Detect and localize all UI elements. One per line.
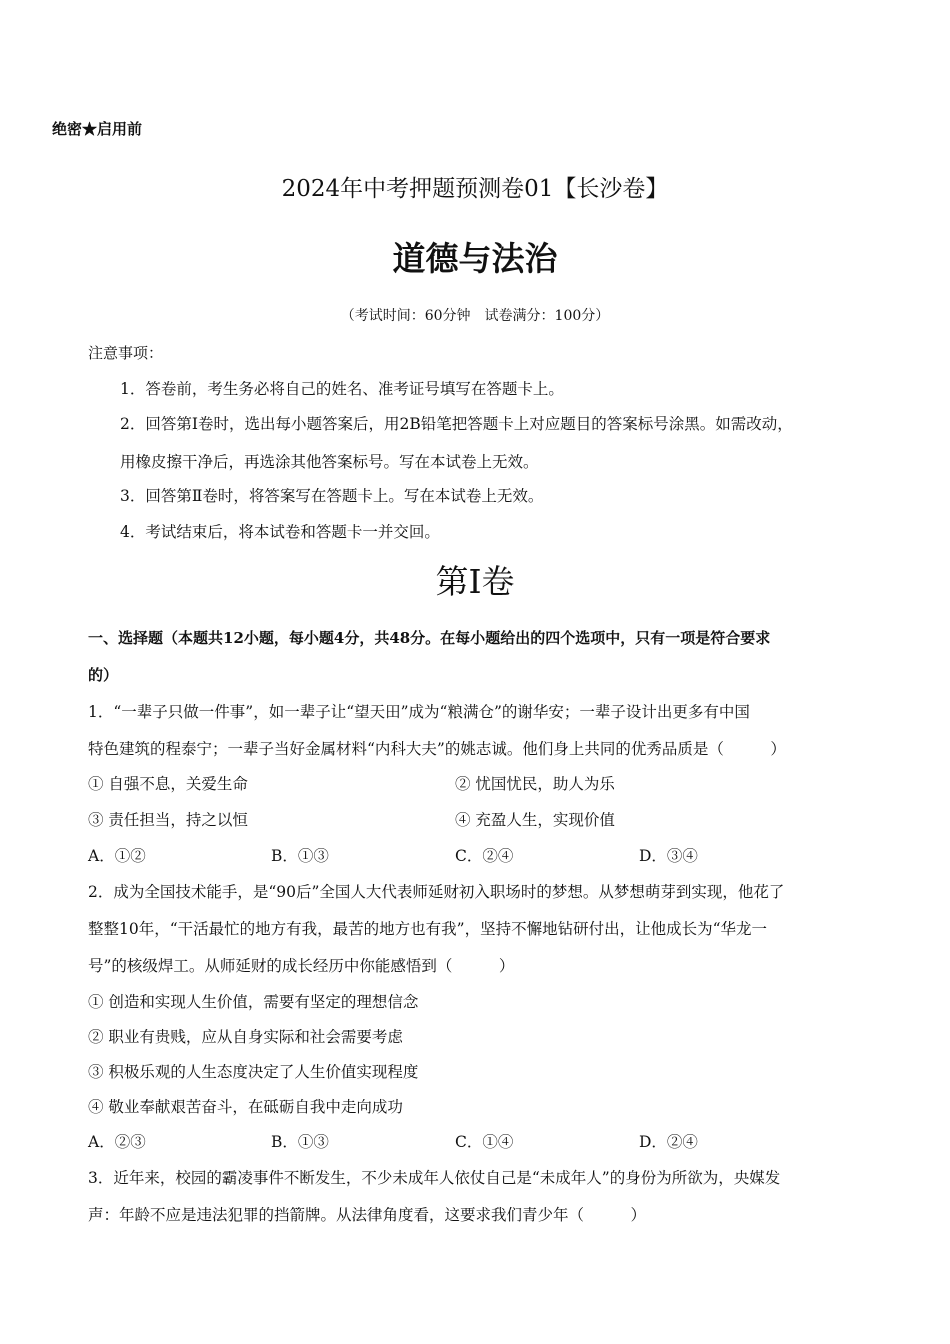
statement: ② 职业有贵贱，应从自身实际和社会需要考虑 (88, 1028, 403, 1046)
note-item: 2．回答第Ⅰ卷时，选出每小题答案后，用2B铅笔把答题卡上对应题目的答案标号涂黑。如需改动， (120, 415, 793, 433)
question-2-text: 号”的核级焊工。从师延财的成长经历中你能感悟到（ ） (88, 957, 515, 975)
confidential-mark: 绝密★启用前 (52, 120, 143, 138)
option-d: D．②④ (639, 1133, 698, 1151)
option-c: C．①④ (455, 1133, 514, 1151)
notes-title: 注意事项： (88, 344, 164, 362)
subject-title: 道德与法治 (392, 239, 558, 278)
section-heading: 一、选择题（本题共12小题，每小题4分，共48分。在每小题给出的四个选项中，只有一项是符合要求 (88, 629, 771, 647)
section-heading-continuation: 的） (88, 666, 119, 684)
statement: ④ 充盈人生，实现价值 (455, 811, 615, 829)
statement: ① 创造和实现人生价值，需要有坚定的理想信念 (88, 993, 419, 1011)
part-heading: 第Ⅰ卷 (435, 562, 515, 601)
question-3-text: 3．近年来，校园的霸凌事件不断发生，不少未成年人依仗自己是“未成年人”的身份为所欲为，央媒发 (88, 1169, 781, 1187)
statement: ③ 积极乐观的人生态度决定了人生价值实现程度 (88, 1063, 419, 1081)
option-c: C．②④ (455, 847, 514, 865)
exam-info: （考试时间：60分钟 试卷满分：100分） (340, 308, 610, 324)
question-2-text: 整整10年，“干活最忙的地方有我，最苦的地方也有我”，坚持不懈地钻研付出，让他成长为“华龙一 (88, 920, 767, 938)
statement: ② 忧国忧民，助人为乐 (455, 775, 615, 793)
note-item: 1．答卷前，考生务必将自己的姓名、准考证号填写在答题卡上。 (120, 380, 564, 398)
option-b: B．①③ (271, 847, 329, 865)
note-item: 4．考试结束后，将本试卷和答题卡一并交回。 (120, 523, 440, 541)
option-a: A．②③ (88, 1133, 146, 1151)
statement: ③ 责任担当，持之以恒 (88, 811, 248, 829)
question-1-text: 1．“一辈子只做一件事”，如一辈子让“望天田”成为“粮满仓”的谢华安；一辈子设计出更多有中国 (88, 703, 750, 721)
statement: ① 自强不息，关爱生命 (88, 775, 248, 793)
option-d: D．③④ (639, 847, 698, 865)
option-a: A．①② (88, 847, 146, 865)
option-b: B．①③ (271, 1133, 329, 1151)
exam-title: 2024年中考押题预测卷01【长沙卷】 (281, 176, 669, 202)
question-3-text: 声：年龄不应是违法犯罪的挡箭牌。从法律角度看，这要求我们青少年（ ） (88, 1206, 647, 1224)
question-2-text: 2．成为全国技术能手，是“90后”全国人大代表师延财初入职场时的梦想。从梦想萌芽到实现，他花了 (88, 883, 785, 901)
note-item: 3．回答第Ⅱ卷时，将答案写在答题卡上。写在本试卷上无效。 (120, 487, 544, 505)
note-item-continuation: 用橡皮擦干净后，再选涂其他答案标号。写在本试卷上无效。 (120, 453, 539, 471)
statement: ④ 敬业奉献艰苦奋斗，在砥砺自我中走向成功 (88, 1098, 403, 1116)
question-1-text: 特色建筑的程泰宁；一辈子当好金属材料“内科大夫”的姚志诚。他们身上共同的优秀品质是（ ） (88, 740, 786, 758)
